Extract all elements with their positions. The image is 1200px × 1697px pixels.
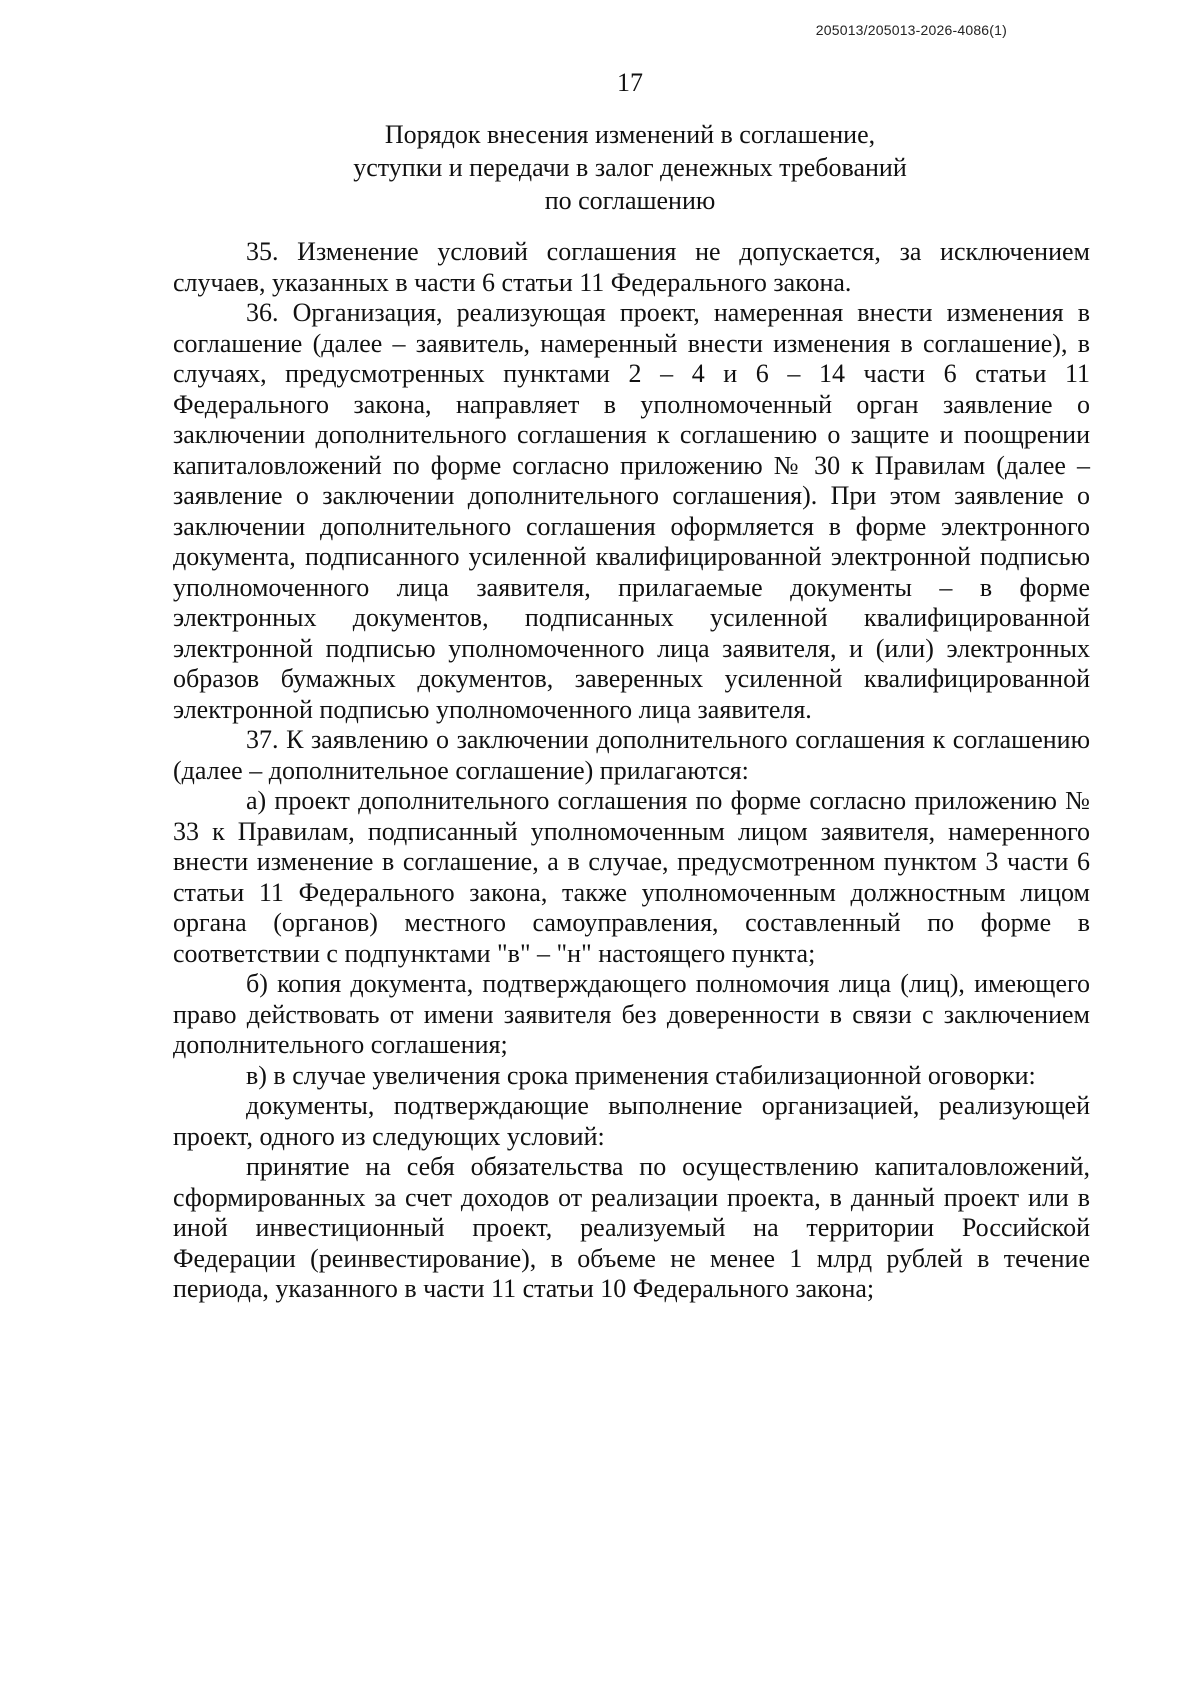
section-title-line: уступки и передачи в залог денежных требований	[353, 153, 907, 182]
section-title-line: по соглашению	[544, 186, 716, 215]
paragraph-36: 36. Организация, реализующая проект, намеренная внести изменения в соглашение (далее – заявитель, намеренный внести изменения в соглашение), в случаях, предусмотренных пунктами 2 – 4 и 6 – 14 части 6 статьи 11 Федерального закона, направляет в уполномоченный орган заявление о заключении дополнительного соглашения к соглашению о защите и поощрении капиталовложений по форме согласно приложению № 30 к Правилам (далее – заявление о заключении дополнительного соглашения). При этом заявление о заключении дополнительного соглашения оформляется в форме электронного документа, подписанного усиленной квалифицированной электронной подписью уполномоченного лица заявителя, прилагаемые документы – в форме электронных документов, подписанных усиленной квалифицированной электронной подписью уполномоченного лица заявителя, и (или) электронных образов бумажных документов, заверенных усиленной квалифицированной электронной подписью уполномоченного лица заявителя.	[173, 298, 1090, 724]
subparagraph-v: в) в случае увеличения срока применения стабилизационной оговорки:	[246, 1060, 1036, 1090]
section-title-line: Порядок внесения изменений в соглашение,	[384, 120, 876, 149]
page-number: 17	[617, 68, 643, 97]
section-title	[300, 118, 960, 217]
subparagraph-b: б) копия документа, подтверждающего полномочия лица (лиц), имеющего право действовать от имени заявителя без доверенности в связи с заключением дополнительного соглашения;	[173, 969, 1090, 1059]
document-id: 205013/205013-2026-4086(1)	[815, 22, 1007, 38]
subparagraph-v-condition: принятие на себя обязательства по осуществлению капиталовложений, сформированных за счет доходов от реализации проекта, в данный проект или в иной инвестиционный проект, реализуемый на территории Российской Федерации (реинвестирование), в объеме не менее 1 млрд рублей в течение периода, указанного в части 11 статьи 10 Федерального закона;	[173, 1152, 1090, 1303]
document-body	[173, 237, 1090, 1305]
paragraph-35: 35. Изменение условий соглашения не допускается, за исключением случаев, указанных в части 6 статьи 11 Федерального закона.	[173, 237, 1090, 297]
subparagraph-a: а) проект дополнительного соглашения по форме согласно приложению № 33 к Правилам, подписанный уполномоченным лицом заявителя, намеренного внести изменение в соглашение, а в случае, предусмотренном пунктом 3 части 6 статьи 11 Федерального закона, также уполномоченным должностным лицом органа (органов) местного самоуправления, составленный по форме в соответствии с подпунктами "в" – "н" настоящего пункта;	[173, 786, 1090, 968]
subparagraph-v-documents: документы, подтверждающие выполнение организацией, реализующей проект, одного из следующих условий:	[173, 1091, 1090, 1151]
paragraph-37: 37. К заявлению о заключении дополнительного соглашения к соглашению (далее – дополнительное соглашение) прилагаются:	[173, 725, 1090, 785]
